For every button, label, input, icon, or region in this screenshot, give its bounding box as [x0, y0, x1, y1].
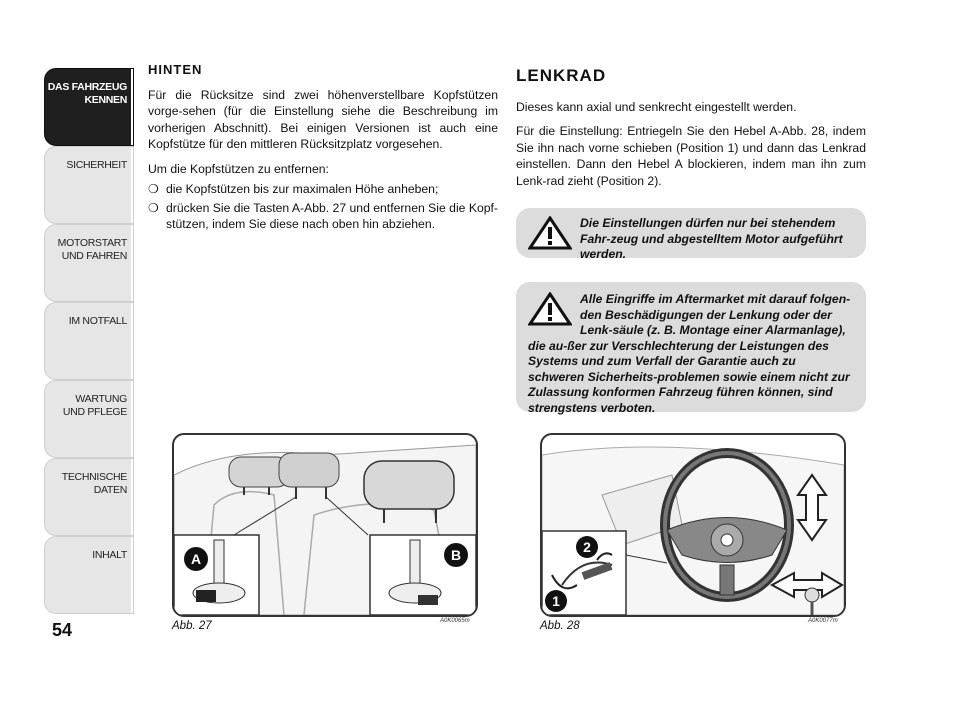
tab-label: MOTORSTART — [57, 237, 127, 249]
paragraph: Für die Einstellung: Entriegeln Sie den Hebel A-Abb. 28, indem Sie ihn nach vorne schieben (Position 1) und dann das Lenkrad einstellen. Dann den Hebel A blockieren, indem man ihn zum Lenk-rad zieht (Position 2). — [516, 124, 866, 188]
right-column — [516, 68, 866, 197]
page-number: 54 — [52, 620, 73, 640]
tab-label: SICHERHEIT — [66, 159, 127, 171]
paragraph: Um die Kopfstützen zu entfernen: — [148, 161, 329, 176]
paragraph: Für die Rücksitze sind zwei höhenverstellbare Kopfstützen vorge-sehen (für die Einstellung siehe die Beschreibung im vorherigen Abschnitt). Bei einigen Versionen ist auch eine Kopfstütze für den mittleren Rücksitzplatz vorgesehen. — [148, 87, 498, 151]
figure-caption: Abb. 28 — [540, 620, 580, 632]
chapter-sidebar — [44, 68, 134, 614]
label-b: B — [450, 547, 462, 563]
label-a: A — [190, 551, 202, 567]
tab-motorstart[interactable] — [44, 224, 134, 302]
section-heading-hinten: HINTEN — [148, 62, 203, 77]
warning-text: Alle Eingriffe im Aftermarket mit darauf folgen-den Beschädigungen der Lenkung oder der Lenk-säule (z. B. Montage einer Alarmanlage), die au-ßer zur Verschlechterung der Leistungen des Systems und zum Verfall der Garantie auch zu schweren Sicherheits-problemen sowie einem nicht zur Zulassung konformen Fahrzeug führen können, sind strengstens verboten. — [528, 292, 851, 415]
paragraph: Dieses kann axial und senkrecht eingestellt werden. — [516, 99, 797, 114]
tab-label: WARTUNG — [75, 393, 127, 405]
warning-box — [516, 282, 866, 415]
tab-label: DATEN — [93, 484, 127, 496]
warning-triangle-icon — [528, 216, 572, 250]
warning-box — [516, 208, 866, 261]
section-heading-lenkrad: LENKRAD — [516, 66, 607, 85]
tab-im-notfall[interactable] — [44, 302, 134, 380]
tab-das-fahrzeug-kennen[interactable] — [44, 68, 134, 146]
tab-sicherheit[interactable] — [44, 146, 134, 224]
bullet-icon: ❍ — [148, 182, 159, 196]
tab-technische-daten[interactable] — [44, 458, 134, 536]
figure-caption: Abb. 27 — [172, 620, 212, 632]
list-item: ❍ die Kopfstützen bis zur maximalen Höhe anheben; — [148, 182, 439, 196]
figure-steering-wheel — [540, 433, 846, 617]
headrest-illustration — [174, 435, 476, 615]
tab-wartung[interactable] — [44, 380, 134, 458]
label-1: 1 — [552, 593, 560, 609]
list-item: ❍ drücken Sie die Tasten A-Abb. 27 und entfernen Sie die Kopf-stützen, indem Sie diese nach oben hin abziehen. — [148, 200, 498, 231]
figure-headrests — [172, 433, 478, 617]
figure-code: A0K0077m — [808, 618, 838, 624]
tab-inhalt[interactable] — [44, 536, 134, 614]
warning-text: Die Einstellungen dürfen nur bei stehendem Fahr-zeug und abgestelltem Motor aufgeführt werden. — [580, 216, 843, 261]
label-2: 2 — [583, 539, 591, 555]
tab-label: DAS FAHRZEUG — [47, 81, 127, 93]
tab-label: INHALT — [92, 549, 127, 561]
tab-label: TECHNISCHE — [61, 471, 127, 483]
tab-label: UND FAHREN — [61, 250, 127, 262]
figure-code: A0K0065m — [440, 618, 470, 624]
bullet-icon: ❍ — [148, 200, 159, 215]
left-column — [148, 62, 498, 235]
tab-label: KENNEN — [84, 94, 127, 106]
steering-illustration — [542, 435, 844, 615]
warning-triangle-icon — [528, 292, 572, 326]
tab-label: UND PFLEGE — [62, 406, 127, 418]
tab-label: IM NOTFALL — [68, 315, 127, 327]
